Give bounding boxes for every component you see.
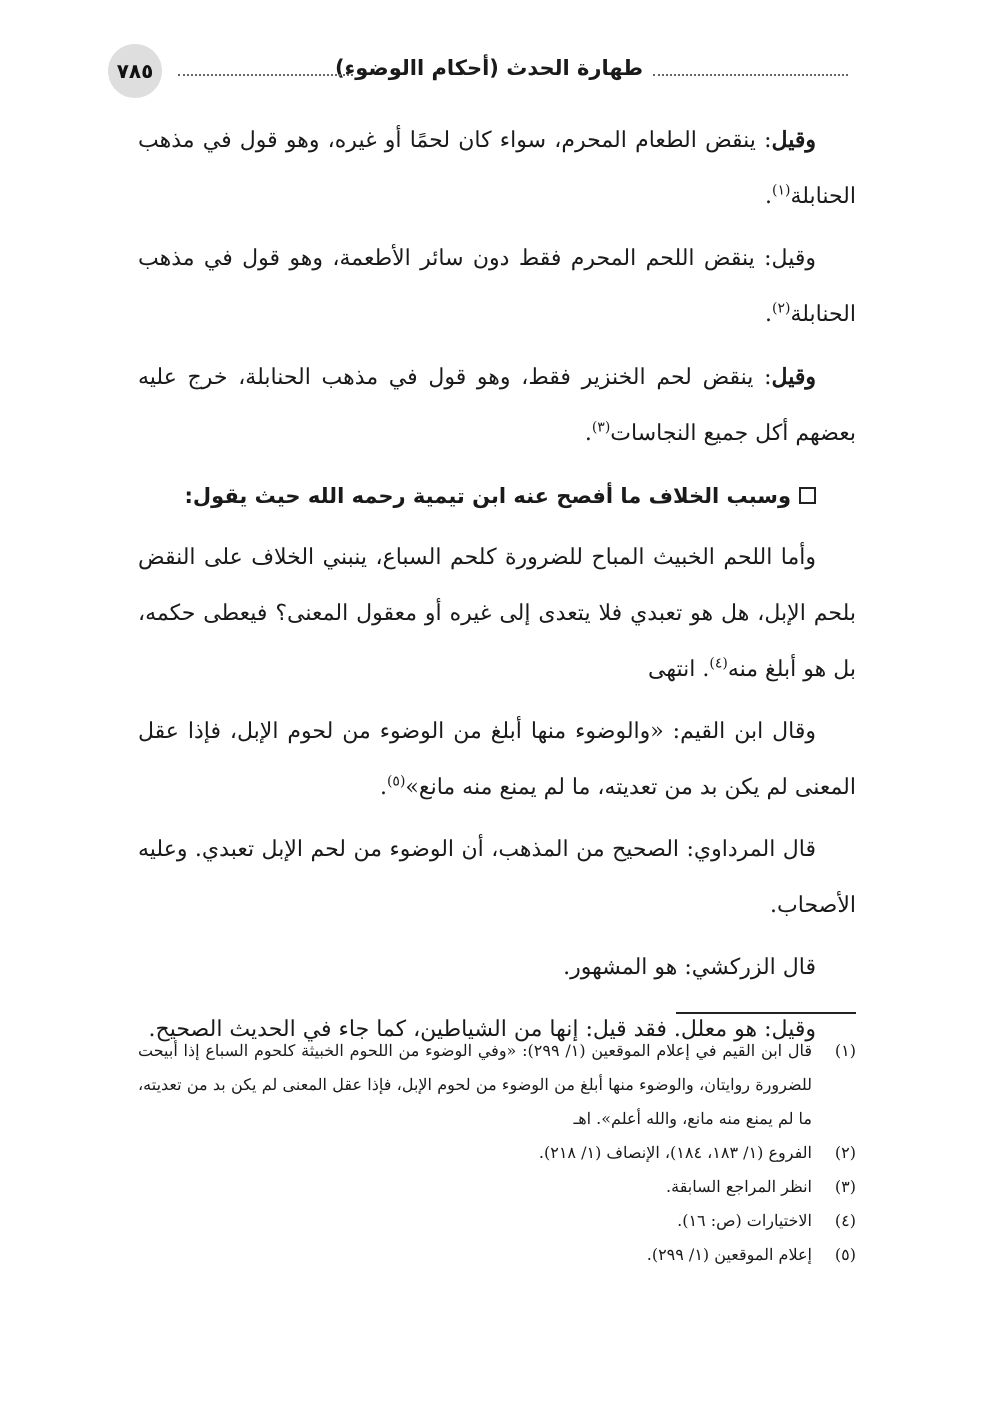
footnote-separator [676,1012,856,1014]
paragraph-5 [138,704,856,816]
footnote-4 [138,1204,856,1238]
paragraph-end: . انتهى [648,657,710,682]
footnote-text: الفروع (١/ ١٨٣، ١٨٤)، الإنصاف (١/ ٢١٨). [538,1143,812,1162]
header-dotted-leader-right [653,74,848,76]
footnote-2 [138,1136,856,1170]
keyword: وقيل [771,127,816,153]
paragraph-4 [138,530,856,698]
paragraph-text: قال المرداوي: الصحيح من المذهب، أن الوضوء من لحم الإبل تعبدي. وعليه الأصحاب. [138,837,856,918]
paragraph-text: : ينقض الطعام المحرم، سواء كان لحمًا أو غيره، وهو قول في مذهب الحنابلة [138,128,856,209]
footnote-ref-2[interactable]: (٢) [771,300,791,317]
paragraph-end: . [379,775,387,800]
running-title: طهارة الحدث (أحكام االوضوء) [334,56,643,80]
page-header [108,44,848,100]
footnote-number: (٤) [834,1211,856,1230]
paragraph-6 [138,822,856,934]
footnote-number: (٣) [834,1177,856,1196]
footnote-3 [138,1170,856,1204]
header-dotted-leader-left [178,74,353,76]
footnote-text: إعلام الموقعين (١/ ٢٩٩). [646,1245,812,1264]
footnote-ref-3[interactable]: (٣) [591,419,611,436]
paragraph-3 [138,349,856,462]
footnote-text: الاختيارات (ص: ١٦). [677,1211,812,1230]
footnote-number: (٥) [834,1245,856,1264]
paragraph-text: : ينقض لحم الخنزير فقط، وهو قول في مذهب الحنابلة، خرج عليه بعضهم أكل جميع النجاسات [138,365,856,446]
paragraph-end: . [584,421,592,446]
footnote-ref-4[interactable]: (٤) [709,655,728,672]
paragraph-text: وقيل: هو معلل. فقد قيل: إنها من الشياطين، كما جاء في الحديث الصحيح. [148,1017,816,1042]
paragraph-7 [138,940,856,996]
section-heading-text: وسبب الخلاف ما أفصح عنه ابن تيمية رحمه الله حيث يقول: [184,484,791,508]
paragraph-end: . [764,184,772,209]
footnote-1 [138,1034,856,1136]
footnote-number: (٢) [834,1143,856,1162]
paragraph-end: . [764,302,772,327]
paragraph-text: وأما اللحم الخبيث المباح للضرورة كلحم السباع، ينبني الخلاف على النقض بلحم الإبل، هل هو تعبدي فلا يتعدى إلى غيره أو معقول المعنى؟ فيعطى حكمه، بل هو أبلغ منه [138,545,856,682]
checkbox-square-icon [799,487,816,504]
paragraph-text: وقيل: ينقض اللحم المحرم فقط دون سائر الأطعمة، وهو قول في مذهب الحنابلة [138,246,856,327]
main-text [138,112,856,1064]
paragraph-text: وقال ابن القيم: «والوضوء منها أبلغ من الوضوء من لحوم الإبل، فإذا عقل المعنى لم يكن بد من تعديته، ما لم يمنع منه مانع» [138,719,856,800]
page-number-badge: ٧٨٥ [108,44,162,98]
keyword: وقيل [771,364,816,390]
footnote-ref-1[interactable]: (١) [771,182,791,199]
footnote-number: (١) [834,1041,856,1060]
footnotes [138,1034,856,1272]
paragraph-1 [138,112,856,225]
section-heading [138,468,856,524]
paragraph-2 [138,231,856,343]
footnote-ref-5[interactable]: (٥) [386,773,406,790]
paragraph-text: قال الزركشي: هو المشهور. [563,955,816,980]
footnote-5 [138,1238,856,1272]
footnote-text: قال ابن القيم في إعلام الموقعين (١/ ٢٩٩): «وفي الوضوء من اللحوم الخبيثة كلحوم السباع إذا أبيحت للضرورة روايتان، والوضوء منها أبلغ من الوضوء من لحوم الإبل، فإذا عقل المعنى لم يكن بد من تعديته، ما لم يمنع منه مانع، والله أعلم». اهـ [138,1041,813,1128]
footnote-text: انظر المراجع السابقة. [666,1177,812,1196]
